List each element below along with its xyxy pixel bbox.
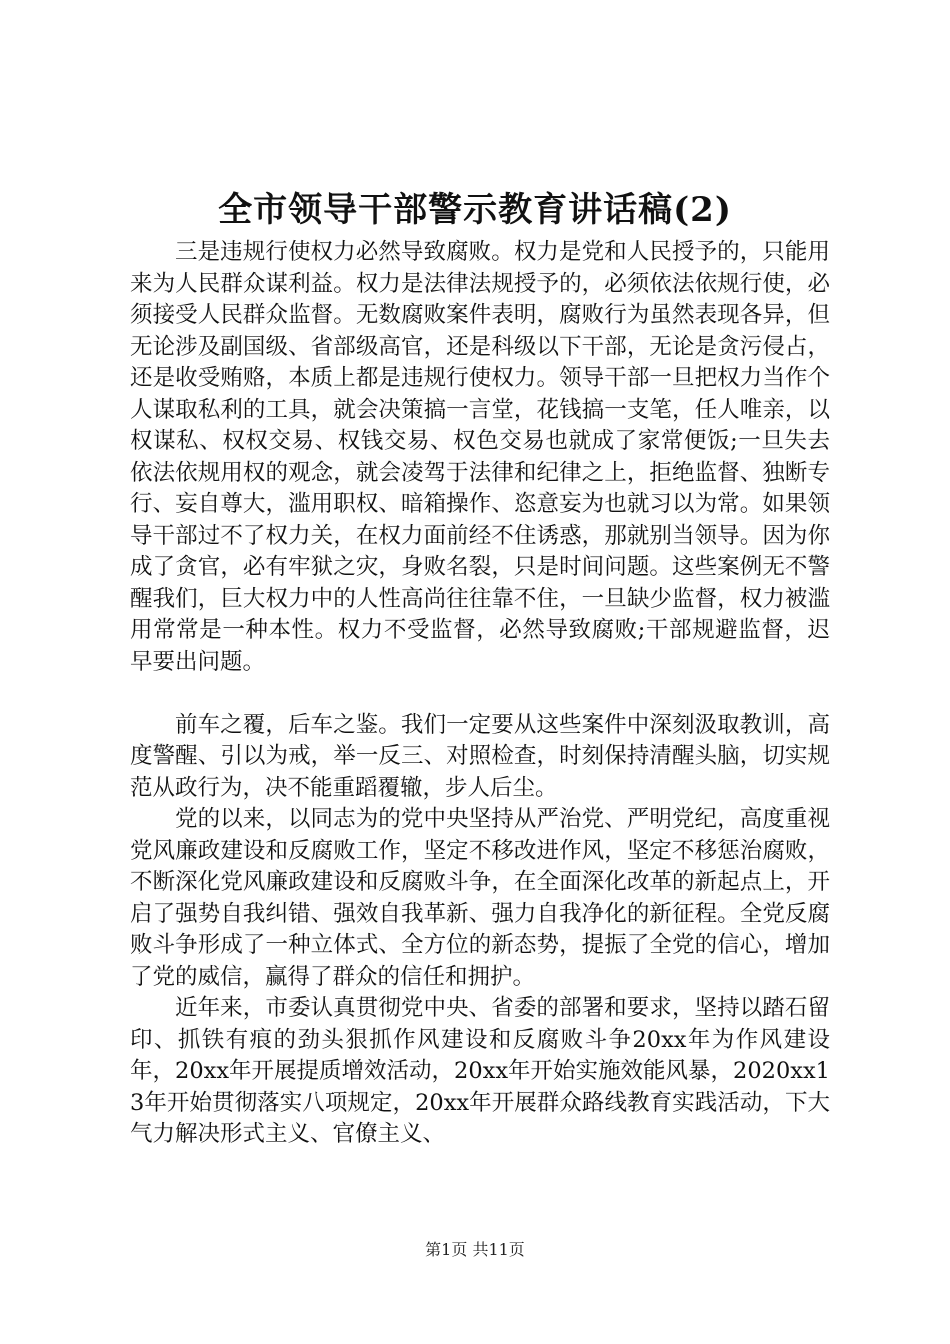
paragraph-2: 前车之覆，后车之鉴。我们一定要从这些案件中深刻汲取教训，高度警醒、引以为戒，举一反三、对照检查，时刻保持清醒头脑，切实规范从政行为，决不能重蹈覆辙，步人后尘。 <box>130 711 830 801</box>
paragraph-1: 三是违规行使权力必然导致腐败。权力是党和人民授予的，只能用来为人民群众谋利益。权力是法律法规授予的，必须依法依规行使，必须接受人民群众监督。无数腐败案件表明，腐败行为虽然表现各异，但无论涉及副国级、省部级高官，还是科级以下干部，无论是贪污侵占，还是收受贿赂，本质上都是违规行使权力。领导干部一旦把权力当作个人谋取私利的工具，就会决策搞一言堂，花钱搞一支笔，任人唯亲，以权谋私、权权交易、权钱交易、权色交易也就成了家常便饭;一旦失去依法依规用权的观念，就会凌驾于法律和纪律之上，拒绝监督、独断专行、妄自尊大，滥用职权、暗箱操作、恣意妄为也就习以为常。如果领导干部过不了权力关，在权力面前经不住诱惑，那就别当领导。因为你成了贪官，必有牢狱之灾，身败名裂，只是时间问题。这些案例无不警醒我们，巨大权力中的人性高尚往往靠不住，一旦缺少监督，权力被滥用常常是一种本性。权力不受监督，必然导致腐败;干部规避监督，迟早要出问题。 <box>130 239 830 675</box>
page-footer: 第1页 共11页 <box>425 1240 525 1259</box>
paragraph-3: 党的以来，以同志为的党中央坚持从严治党、严明党纪，高度重视党风廉政建设和反腐败工作，坚定不移改进作风，坚定不移惩治腐败，不断深化党风廉政建设和反腐败斗争，在全面深化改革的新起点上，开启了强势自我纠错、强效自我革新、强力自我净化的新征程。全党反腐败斗争形成了一种立体式、全方位的新态势，提振了全党的信心，增加了党的威信，赢得了群众的信任和拥护。 <box>130 806 830 990</box>
document-body <box>130 237 830 1151</box>
paragraph-4: 近年来，市委认真贯彻党中央、省委的部署和要求，坚持以踏石留印、抓铁有痕的劲头狠抓作风建设和反腐败斗争20xx年为作风建设年，20xx年开展提质增效活动，20xx年开始实施效能风暴，2020xx13年开始贯彻落实八项规定，20xx年开展群众路线教育实践活动，下大气力解决形式主义、官僚主义、 <box>130 995 830 1147</box>
document-title: 全市领导干部警示教育讲话稿(2) <box>218 190 732 230</box>
